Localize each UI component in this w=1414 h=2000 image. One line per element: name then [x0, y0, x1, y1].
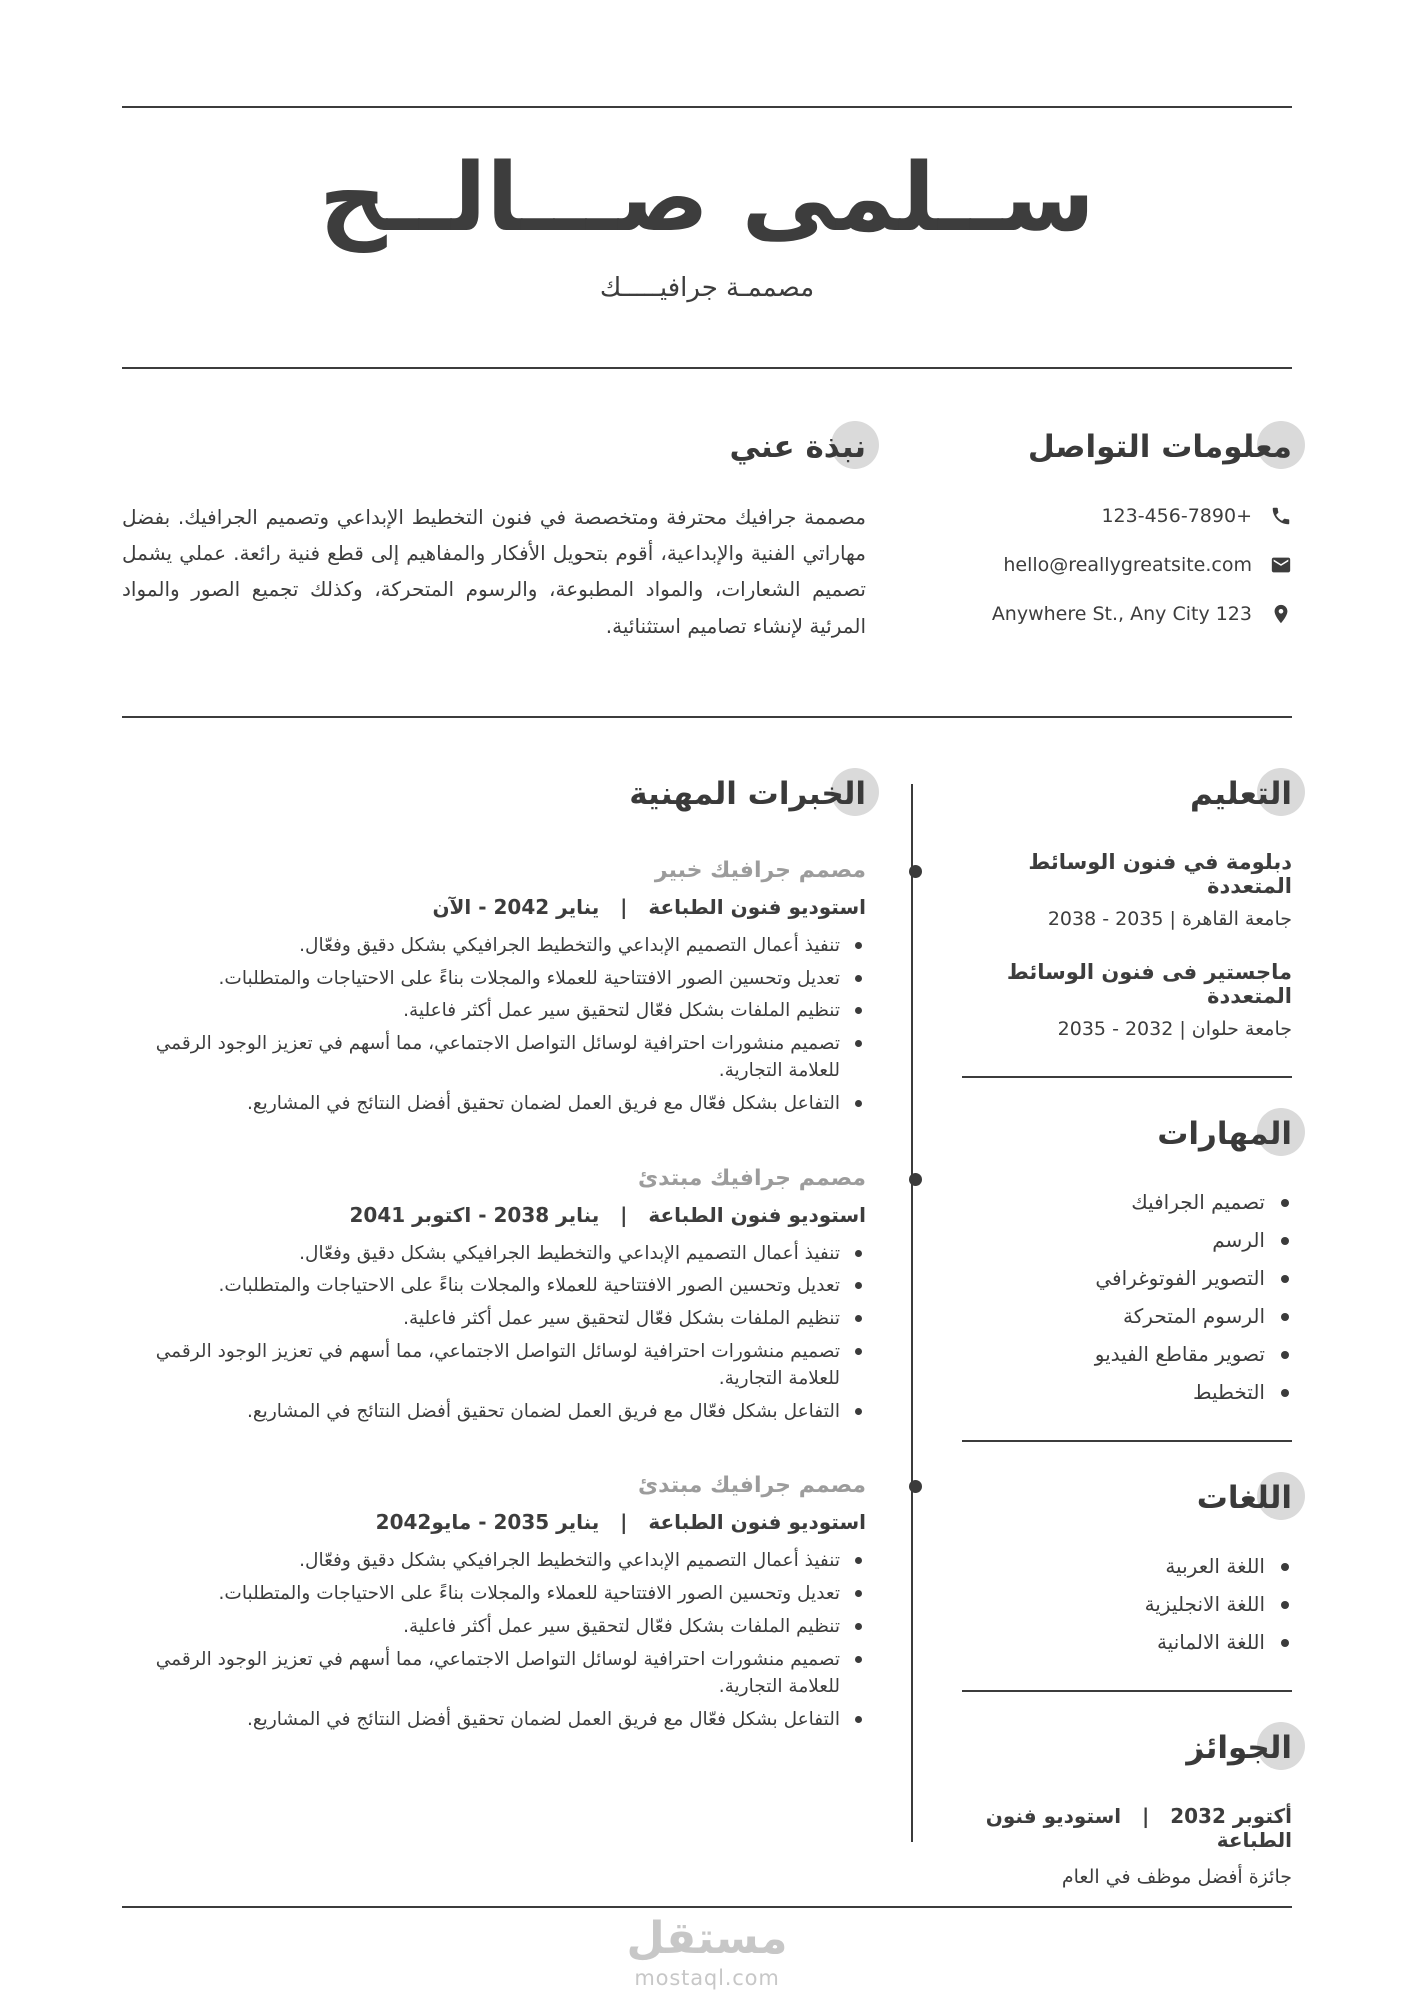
mostaql-url: mostaql.com — [634, 1966, 780, 1990]
job-bullet — [122, 1399, 866, 1426]
bullet-dot — [855, 1408, 862, 1415]
skills-section — [962, 1116, 1292, 1404]
awards-section — [962, 1730, 1292, 1888]
job-entry — [122, 858, 866, 1118]
languages-section — [962, 1480, 1292, 1654]
job-bullet — [122, 1581, 866, 1608]
watermark — [0, 1912, 1414, 1990]
sidebar-divider — [962, 1690, 1292, 1692]
bullet-dot — [855, 1282, 862, 1289]
about-heading — [122, 429, 866, 465]
list-item — [962, 1304, 1292, 1328]
job-bullet — [122, 933, 866, 960]
list-item — [962, 1228, 1292, 1252]
bullet-dot — [855, 1623, 862, 1630]
skill-label: تصوير مقاطع الفيديو — [1094, 1341, 1265, 1366]
email-item — [962, 554, 1292, 576]
skill-label: الرسوم المتحركة — [1123, 1303, 1265, 1328]
timeline-dot — [909, 1173, 922, 1186]
job-subtitle: مصممـة جرافيـــــك — [599, 272, 815, 303]
job-entry — [122, 1166, 866, 1426]
column-gap — [866, 429, 962, 652]
list-item — [962, 1342, 1292, 1366]
job-bullet — [122, 1241, 866, 1268]
job-title: مصمم جرافيك خبير — [654, 857, 866, 883]
bullet-dot — [1281, 1639, 1289, 1647]
job-company-period: استوديو فنون الطباعة | يناير 2042 - الآن — [432, 894, 866, 919]
skill-label: التصوير الفوتوغرافي — [1095, 1265, 1265, 1290]
job-title: مصمم جرافيك مبتدئ — [637, 1165, 866, 1191]
bullet-text: تصميم منشورات احترافية لوسائل التواصل الاجتماعي، مما أسهم في تعزيز الوجود الرقمي للعلامة التجارية. — [155, 1648, 840, 1697]
education-section — [962, 776, 1292, 1040]
main-content-row — [122, 718, 1292, 1888]
experience-heading-text: الخبرات المهنية — [629, 775, 866, 812]
job-bullets-list — [122, 1548, 866, 1733]
bullet-dot — [1281, 1275, 1289, 1283]
bullet-dot — [1281, 1351, 1289, 1359]
bullet-dot — [855, 1250, 862, 1257]
job-bullet — [122, 966, 866, 993]
top-divider — [122, 106, 1292, 108]
skills-list — [962, 1190, 1292, 1404]
job-bullet — [122, 1273, 866, 1300]
list-item — [962, 1380, 1292, 1404]
mostaql-logo: مستقل — [626, 1912, 788, 1964]
skills-heading — [962, 1116, 1292, 1152]
job-bullet — [122, 1647, 866, 1701]
bullet-text: تنفيذ أعمال التصميم الإبداعي والتخطيط الجرافيكي بشكل دقيق وفعّال. — [299, 1242, 840, 1264]
bullet-text: تصميم منشورات احترافية لوسائل التواصل الاجتماعي، مما أسهم في تعزيز الوجود الرقمي للعلامة التجارية. — [155, 1033, 840, 1081]
bullet-dot — [855, 1007, 862, 1014]
email-value: hello@reallygreatsite.com — [1003, 553, 1252, 576]
list-item — [962, 1630, 1292, 1654]
experience-heading — [122, 776, 866, 812]
awards-heading-text: الجوائز — [1186, 1729, 1292, 1766]
language-label: اللغة العربية — [1165, 1553, 1265, 1578]
education-heading-text: التعليم — [1189, 775, 1292, 812]
phone-value: +123-456-7890 — [1101, 504, 1252, 527]
about-paragraph: مصممة جرافيك محترفة ومتخصصة في فنون التخطيط الإبداعي وتصميم الجرافيك. بفضل مهاراتي الفنية والإبداعية، أقوم بتحويل الأفكار والمفاهيم إلى قطع فنية رائعة. عملي يشمل تصميم الشعارات، والمواد المطبوعة، والرسوم المتحركة، وكذلك تجميع الصور والمواد المرئية لإنشاء تصاميم استثنائية. — [122, 504, 866, 638]
school-period: جامعة القاهرة | 2035 - 2038 — [1047, 907, 1292, 930]
language-label: اللغة الانجليزية — [1144, 1591, 1265, 1616]
bullet-text: التفاعل بشكل فعّال مع فريق العمل لضمان تحقيق أفضل النتائج في المشاريع. — [246, 1400, 840, 1422]
bullet-dot — [855, 1315, 862, 1322]
bullet-text: التفاعل بشكل فعّال مع فريق العمل لضمان تحقيق أفضل النتائج في المشاريع. — [246, 1708, 840, 1730]
sidebar-divider — [962, 1076, 1292, 1078]
location-pin-icon — [1270, 603, 1292, 625]
page-title: ســلمى صـــالــح — [319, 144, 1095, 253]
phone-item — [962, 505, 1292, 527]
list-item — [962, 1190, 1292, 1214]
job-company-period: استوديو فنون الطباعة | يناير 2038 - اكتوبر 2041 — [349, 1202, 866, 1227]
about-heading-text: نبذة عني — [729, 428, 866, 465]
contact-about-row — [122, 369, 1292, 716]
sidebar-divider — [962, 1440, 1292, 1442]
list-item — [962, 1266, 1292, 1290]
timeline-line — [911, 784, 914, 1842]
school-period: جامعة حلوان | 2032 - 2035 — [1057, 1017, 1292, 1040]
skill-label: التخطيط — [1192, 1379, 1265, 1404]
bullet-text: التفاعل بشكل فعّال مع فريق العمل لضمان تحقيق أفضل النتائج في المشاريع. — [246, 1092, 840, 1114]
award-description: جائزة أفضل موظف في العام — [1061, 1865, 1292, 1888]
job-bullet — [122, 998, 866, 1025]
contact-heading-text: معلومات التواصل — [1027, 428, 1292, 465]
job-bullet — [122, 1339, 866, 1393]
address-value: Anywhere St., Any City 123 — [991, 602, 1252, 625]
experience-section — [122, 776, 866, 1888]
timeline-dot — [909, 865, 922, 878]
bullet-dot — [855, 1590, 862, 1597]
timeline-gap — [866, 776, 962, 1888]
bullet-text: تعديل وتحسين الصور الافتتاحية للعملاء والمجلات بناءً على الاحتياجات والمتطلبات. — [218, 967, 840, 989]
award-title-line: أكتوبر 2032 | استوديو فنون الطباعة — [985, 1803, 1292, 1852]
job-bullet — [122, 1614, 866, 1641]
bullet-dot — [1281, 1199, 1289, 1207]
languages-heading — [962, 1480, 1292, 1516]
bullet-dot — [855, 942, 862, 949]
skill-label: تصميم الجرافيك — [1131, 1189, 1265, 1214]
bullet-text: تنفيذ أعمال التصميم الإبداعي والتخطيط الجرافيكي بشكل دقيق وفعّال. — [299, 1550, 840, 1572]
language-label: اللغة الالمانية — [1156, 1629, 1265, 1654]
contact-heading — [962, 429, 1292, 465]
bullet-dot — [855, 1557, 862, 1564]
job-bullet — [122, 1031, 866, 1085]
job-bullet — [122, 1548, 866, 1575]
address-item — [962, 603, 1292, 625]
sidebar — [962, 776, 1292, 1888]
skill-label: الرسم — [1212, 1227, 1265, 1252]
job-bullets-list — [122, 1241, 866, 1426]
list-item — [962, 1592, 1292, 1616]
bullet-dot — [855, 1348, 862, 1355]
job-bullet — [122, 1306, 866, 1333]
job-entry — [122, 1473, 866, 1733]
education-heading — [962, 776, 1292, 812]
bullet-dot — [1281, 1237, 1289, 1245]
about-section — [122, 429, 866, 652]
bullet-text: تنظيم الملفات بشكل فعّال لتحقيق سير عمل أكثر فاعلية. — [403, 1308, 840, 1330]
bullet-dot — [1281, 1601, 1289, 1609]
languages-heading-text: اللغات — [1196, 1479, 1292, 1516]
bullet-text: تصميم منشورات احترافية لوسائل التواصل الاجتماعي، مما أسهم في تعزيز الوجود الرقمي للعلامة التجارية. — [155, 1341, 840, 1389]
languages-list — [962, 1554, 1292, 1654]
bullet-dot — [1281, 1563, 1289, 1571]
job-title: مصمم جرافيك مبتدئ — [637, 1473, 866, 1499]
list-item — [962, 1554, 1292, 1578]
bullet-dot — [855, 1656, 862, 1663]
education-entry — [962, 960, 1292, 1040]
education-entry — [962, 850, 1292, 930]
bullet-text: تنظيم الملفات بشكل فعّال لتحقيق سير عمل أكثر فاعلية. — [403, 1616, 840, 1638]
bullet-dot — [855, 1716, 862, 1723]
bullet-dot — [855, 1100, 862, 1107]
bullet-dot — [1281, 1389, 1289, 1397]
bullet-dot — [855, 1040, 862, 1047]
bullet-text: تنفيذ أعمال التصميم الإبداعي والتخطيط الجرافيكي بشكل دقيق وفعّال. — [299, 934, 840, 956]
awards-heading — [962, 1730, 1292, 1766]
degree-title: ماجستير فى فنون الوسائط المتعددة — [1006, 959, 1292, 1008]
bullet-text: تنظيم الملفات بشكل فعّال لتحقيق سير عمل أكثر فاعلية. — [403, 1000, 840, 1022]
degree-title: دبلومة في فنون الوسائط المتعددة — [1028, 849, 1292, 898]
job-company-period: استوديو فنون الطباعة | يناير 2035 - مايو2042 — [375, 1510, 866, 1535]
bullet-text: تعديل وتحسين الصور الافتتاحية للعملاء والمجلات بناءً على الاحتياجات والمتطلبات. — [218, 1275, 840, 1297]
job-bullet — [122, 1091, 866, 1118]
bullet-dot — [1281, 1313, 1289, 1321]
contact-section — [962, 429, 1292, 652]
email-icon — [1270, 554, 1292, 576]
phone-icon — [1270, 505, 1292, 527]
skills-heading-text: المهارات — [1157, 1115, 1292, 1152]
footer-divider — [122, 1906, 1292, 1908]
bullet-text: تعديل وتحسين الصور الافتتاحية للعملاء والمجلات بناءً على الاحتياجات والمتطلبات. — [218, 1583, 840, 1605]
job-bullet — [122, 1707, 866, 1734]
bullet-dot — [855, 975, 862, 982]
job-bullets-list — [122, 933, 866, 1118]
